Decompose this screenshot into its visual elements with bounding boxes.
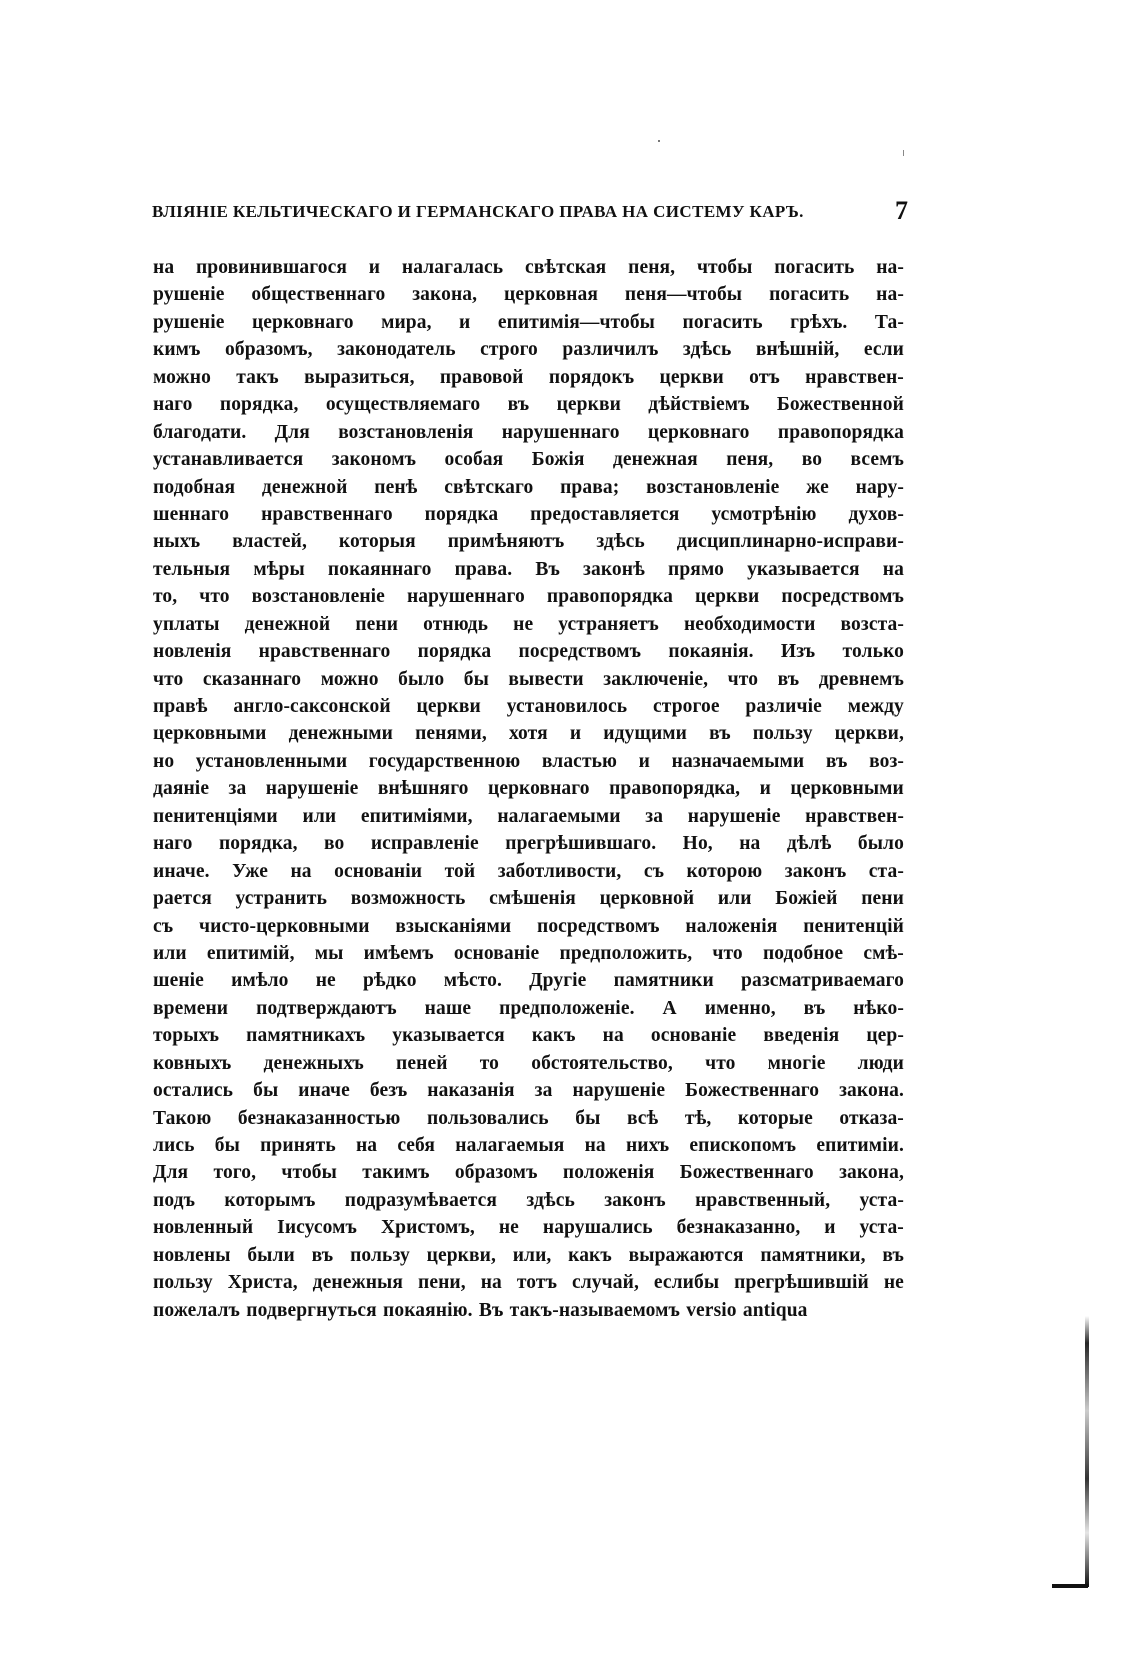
- text-line: подобная денежной пенѣ свѣтскаго права; возстановленіе же нару-: [153, 476, 904, 498]
- text-line: Такою безнаказанностью пользовались бы всѣ тѣ, которые отказа-: [153, 1107, 904, 1129]
- text-line: кимъ образомъ, законодатель строго различилъ здѣсь внѣшній, если: [153, 339, 904, 361]
- text-line: шеніе имѣло не рѣдко мѣсто. Другіе памятники разсматриваемаго: [153, 970, 904, 992]
- page-number: 7: [895, 196, 908, 225]
- scan-speck: [658, 140, 660, 142]
- scan-mark: [903, 150, 904, 156]
- text-line: но установленными государственною властью и назначаемыми въ воз-: [153, 750, 904, 772]
- text-line: тельныя мѣры покаяннаго права. Въ законѣ прямо указывается на: [153, 558, 904, 580]
- text-line: уплаты денежной пени отнюдь не устраняетъ необходимости возста-: [153, 613, 904, 635]
- text-line: времени подтверждаютъ наше предположеніе. А именно, въ нѣко-: [153, 997, 904, 1019]
- text-line: новленный Іисусомъ Христомъ, не нарушались безнаказанно, и уста-: [153, 1217, 904, 1239]
- text-line: ковныхъ денежныхъ пеней то обстоятельство, что многіе люди: [153, 1052, 904, 1074]
- scan-edge-shadow: [1085, 1316, 1089, 1587]
- text-line: рушеніе церковнаго мира, и епитимія—чтобы погасить грѣхъ. Та-: [153, 311, 904, 333]
- text-line: то, что возстановленіе нарушеннаго правопорядка церкви посредствомъ: [153, 586, 904, 608]
- text-line: шеннаго нравственнаго порядка предоставляется усмотрѣнію духов-: [153, 503, 904, 525]
- text-line: лись бы принять на себя налагаемыя на нихъ епископомъ епитиміи.: [153, 1135, 904, 1156]
- text-line: благодати. Для возстановленія нарушеннаго церковнаго правопорядка: [153, 421, 904, 443]
- text-line: церковными денежными пенями, хотя и идущими въ пользу церкви,: [153, 723, 904, 745]
- text-line: ныхъ властей, которыя примѣняютъ здѣсь дисциплинарно-исправи-: [153, 531, 904, 553]
- text-line: наго порядка, во исправленіе прегрѣшившаго. Но, на дѣлѣ было: [153, 833, 904, 855]
- text-line: новлены были въ пользу церкви, или, какъ выражаются памятники, въ: [153, 1244, 904, 1266]
- text-line: пользу Христа, денежныя пени, на тотъ случай, еслибы прегрѣшившій не: [153, 1272, 904, 1294]
- text-line: остались бы иначе безъ наказанія за нарушеніе Божественнаго закона.: [153, 1080, 904, 1102]
- scan-edge-foot: [1052, 1584, 1088, 1588]
- text-line: правѣ англо-саксонской церкви установилось строгое различіе между: [153, 696, 904, 717]
- text-line: можно такъ выразиться, правовой порядокъ церкви отъ нравствен-: [153, 366, 904, 388]
- text-line: или епитимій, мы имѣемъ основаніе предположить, что подобное смѣ-: [153, 942, 904, 964]
- text-line: что сказаннаго можно было бы вывести заключеніе, что въ древнемъ: [153, 668, 904, 690]
- body-text: [153, 254, 904, 1324]
- text-line: устанавливается закономъ особая Божія денежная пеня, во всемъ: [153, 449, 904, 471]
- text-line: иначе. Уже на основаніи той заботливости, съ которою законъ ста-: [153, 860, 904, 882]
- running-head: ВЛІЯНІЕ КЕЛЬТИЧЕСКАГО И ГЕРМАНСКАГО ПРАВА НА СИСТЕМУ КАРЪ.: [152, 202, 804, 221]
- text-line: наго порядка, осуществляемаго въ церкви дѣйствіемъ Божественной: [153, 394, 904, 416]
- text-line: рается устранить возможность смѣшенія церковной или Божіей пени: [153, 888, 904, 910]
- text-line: на провинившагося и налагалась свѣтская пеня, чтобы погасить на-: [153, 257, 904, 278]
- text-line: подъ которымъ подразумѣвается здѣсь законъ нравственный, уста-: [153, 1189, 904, 1211]
- page-header: [152, 196, 908, 230]
- text-line: торыхъ памятникахъ указывается какъ на основаніе введенія цер-: [153, 1025, 904, 1047]
- text-line: пожелалъ подвергнуться покаянію. Въ такъ-называемомъ versio antiqua: [153, 1299, 808, 1321]
- text-line: Для того, чтобы такимъ образомъ положенія Божественнаго закона,: [153, 1162, 904, 1184]
- text-line: новленія нравственнаго порядка посредствомъ покаянія. Изъ только: [153, 641, 904, 663]
- text-line: съ чисто-церковными взысканіями посредствомъ наложенія пенитенцій: [153, 915, 904, 937]
- text-line: пенитенціями или епитиміями, налагаемыми за нарушеніе нравствен-: [153, 805, 904, 827]
- text-line: даяніе за нарушеніе внѣшняго церковнаго правопорядка, и церковными: [153, 778, 904, 800]
- text-line: рушеніе общественнаго закона, церковная пеня—чтобы погасить на-: [153, 284, 904, 306]
